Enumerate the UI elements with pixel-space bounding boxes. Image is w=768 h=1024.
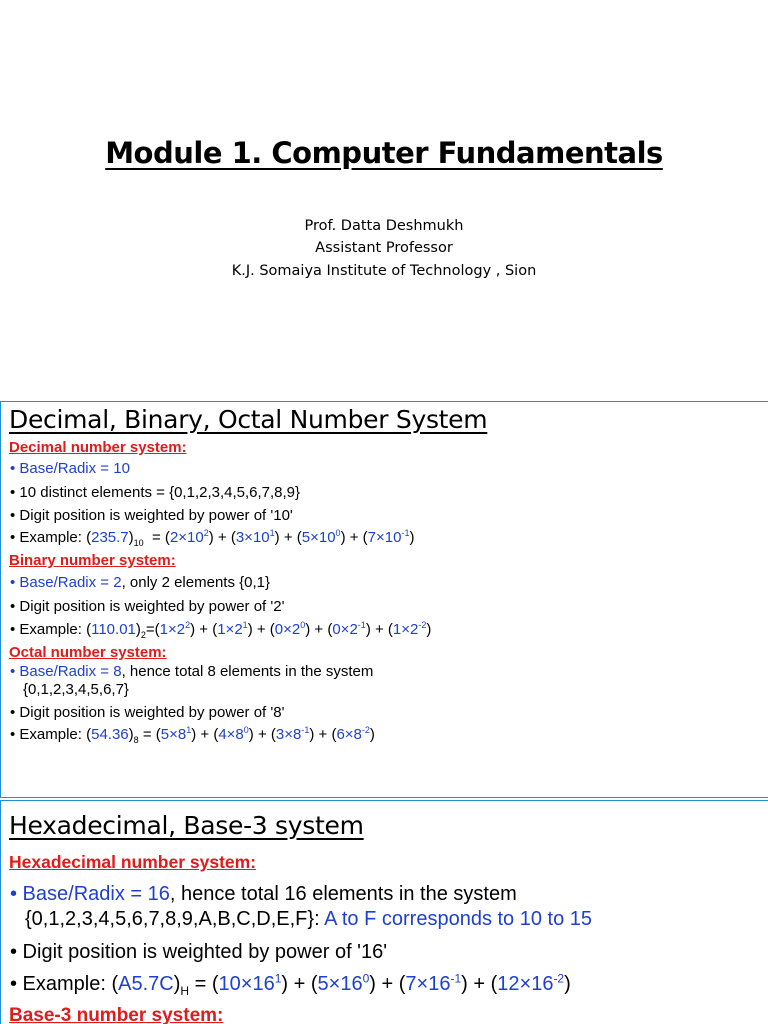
list-item: • Digit position is weighted by power of '10': [10, 507, 293, 524]
list-item: • Digit position is weighted by power of '8': [10, 704, 285, 721]
list-item: • 10 distinct elements = {0,1,2,3,4,5,6,7,8,9}: [10, 484, 301, 501]
slide-heading: Decimal, Binary, Octal Number System: [9, 405, 488, 434]
hex-heading: Hexadecimal number system:: [9, 852, 257, 872]
list-item: • Example: $(54.36)_8 = (5\times 8^1) + (4\times 8^0) + (3\times 8^{-1}) + (6\times 8^{-2})$: [10, 725, 375, 745]
octal-heading: Octal number system:: [9, 644, 167, 661]
list-item: • Example: $(110.01)_2=(1\times 2^2) + (1\times 2^1) + (0\times 2^0) + (0\times 2^{-1}) + (1\times 2^{-2})$: [10, 620, 432, 640]
list-item-continued: {0,1,2,3,4,5,6,7}: [23, 681, 129, 698]
number-system-slide: [0, 401, 768, 798]
list-item: • Example: $(A5.7C)_H = (10\times 16^1) + (5\times 16^0) + (7\times 16^{-1}) + (12\times 16^{-2})$: [10, 971, 571, 998]
list-item: • Digit position is weighted by power of '2': [10, 598, 285, 615]
list-item: • Base/Radix = 8, hence total 8 elements in the system: [10, 663, 374, 680]
author-name: Prof. Datta Deshmukh: [304, 218, 464, 234]
slide-separator: [0, 389, 768, 401]
hexadecimal-slide: [0, 800, 768, 1024]
list-item: • Base/Radix = 16, hence total 16 elements in the system: [10, 883, 517, 905]
list-item: • Example: $(235.7)_{10} = (2\times 10^2) + (3\times 10^1) + (5\times 10^0) + (7\times 10^{-1})$: [10, 528, 415, 548]
list-item-continued: {0,1,2,3,4,5,6,7,8,9,A,B,C,D,E,F}: A to F corresponds to 10 to 15: [25, 908, 593, 930]
author-designation: Assistant Professor: [315, 240, 453, 256]
slide-title: Module 1. Computer Fundamentals: [105, 136, 663, 170]
author-institute: K.J. Somaiya Institute of Technology , Sion: [231, 263, 537, 279]
binary-heading: Binary number system:: [9, 552, 176, 569]
slide-heading: Hexadecimal, Base-3 system: [9, 811, 364, 840]
list-item: • Digit position is weighted by power of '16': [10, 941, 388, 963]
list-item: • Base/Radix = 10: [10, 460, 130, 477]
title-slide: [0, 0, 768, 389]
decimal-heading: Decimal number system:: [9, 439, 187, 456]
list-item: • Base/Radix = 2, only 2 elements {0,1}: [10, 574, 270, 591]
base3-heading: Base-3 number system:: [9, 1005, 224, 1024]
